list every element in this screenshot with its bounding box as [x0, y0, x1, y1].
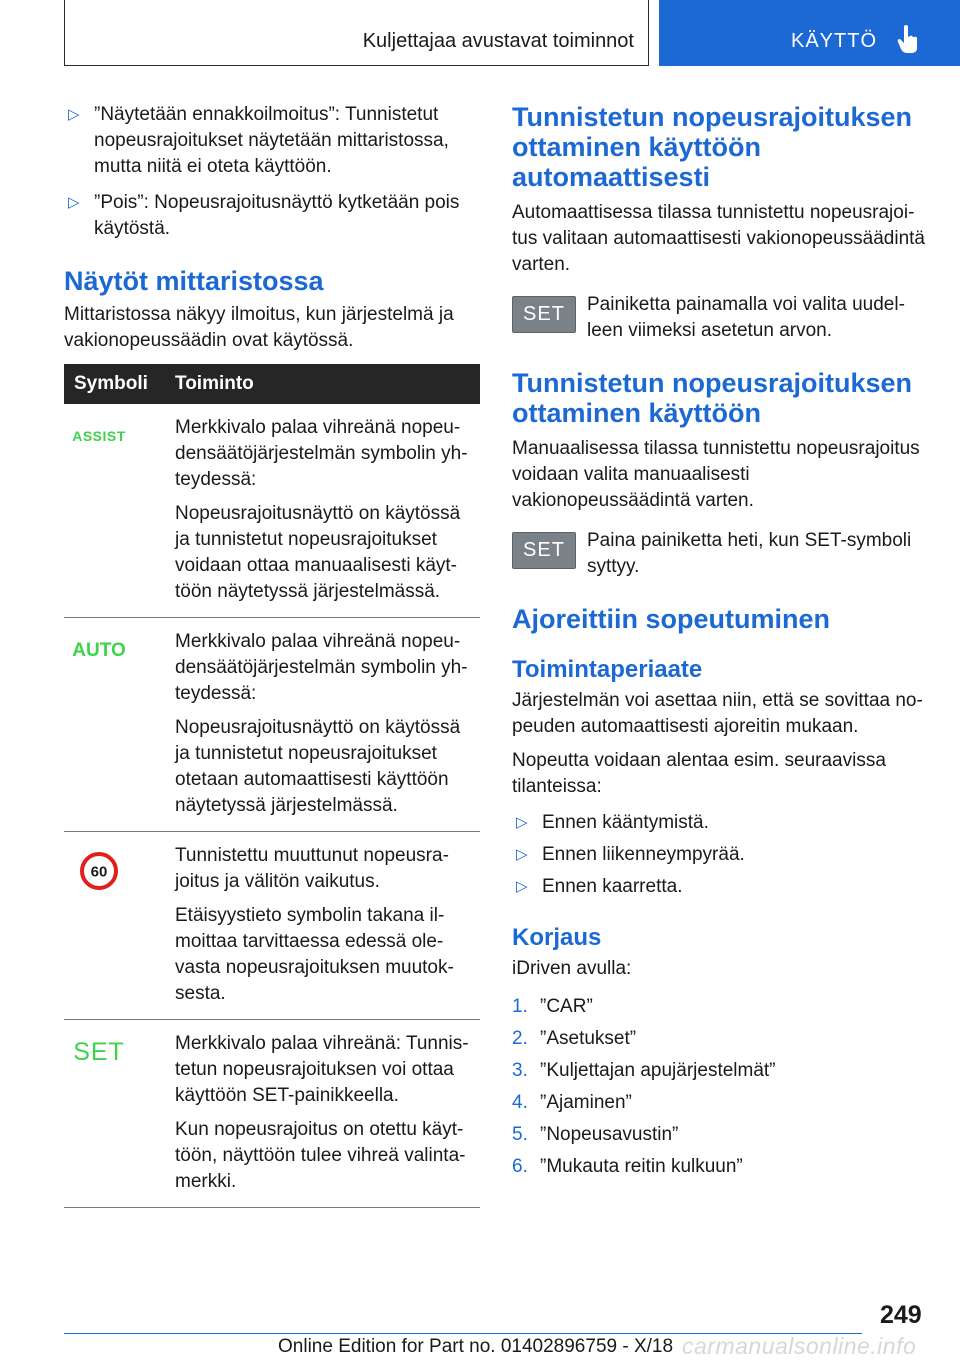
triangle-bullet-icon: ▷: [516, 846, 528, 863]
list-item: ▷ ”Näytetään ennakkoilmoitus”: Tunnistetut nopeusrajoitukset näytetään mittaristossa, mutta niitä ei oteta käyttöön.: [68, 104, 449, 177]
table-row: [64, 618, 480, 832]
section-heading: Tunnistetun nopeusrajoituksen ottaminen käyttöön: [512, 368, 913, 428]
step-item: 4. ”Ajaminen”: [512, 1092, 632, 1113]
subheading: Toimintaperiaate: [512, 656, 703, 683]
set-button[interactable]: SET: [512, 532, 576, 569]
section-title: Kuljettajaa avustavat toiminnot: [362, 30, 634, 52]
step-item: 2. ”Asetukset”: [512, 1028, 637, 1049]
row-text: Tunnistettu muuttunut nopeusrajoitus ja välitön vaikutus.: [175, 845, 449, 892]
subheading: Korjaus: [512, 924, 602, 951]
row-text: Nopeusrajoitusnäyttö on käytössä ja tunnistetut nopeusrajoitukset otetaan automaattisesti käyttöön näytetyssä järjestelmässä.: [175, 717, 461, 816]
page-number: 249: [880, 1301, 922, 1329]
chapter-label: KÄYTTÖ: [791, 30, 878, 52]
speed-limit-value: 60: [90, 863, 108, 881]
row-text: Nopeusrajoitusnäyttö on käytössä ja tunnistetut nopeusrajoitukset voidaan ottaa manuaalisesti käyttöön näytetyssä järjestelmässä.: [175, 503, 461, 602]
triangle-bullet-icon: ▷: [516, 814, 528, 831]
assist-symbol: ASSIST: [72, 428, 126, 444]
paragraph: Järjestelmän voi asettaa niin, että se sovittaa nopeuden automaattisesti ajoreitin mukaan.: [512, 690, 923, 737]
watermark: carmanualsonline.info: [682, 1333, 917, 1359]
list-item: ▷ Ennen kääntymistä.: [512, 810, 928, 836]
triangle-bullet-icon: ▷: [68, 194, 80, 211]
triangle-bullet-icon: ▷: [516, 878, 528, 895]
section-heading: Tunnistetun nopeusrajoituksen ottaminen käyttöön automaattisesti: [512, 102, 913, 192]
step-item: 1. ”CAR”: [512, 996, 593, 1017]
triangle-bullet-icon: ▷: [68, 106, 80, 123]
step-item: 3. ”Kuljettajan apujärjestelmät”: [512, 1060, 776, 1081]
paragraph: Painiketta painamalla voi valita uudelleen viimeksi asetetun arvon.: [587, 294, 905, 341]
step-item: 5. ”Nopeusavustin”: [512, 1124, 679, 1145]
section-heading: Ajoreittiin sopeutuminen: [512, 604, 831, 634]
table-header: [64, 364, 480, 404]
table-row: [64, 1020, 480, 1208]
symbol-table: [64, 364, 480, 1208]
edition-text: Online Edition for Part no. 01402896759 - X/18: [278, 1336, 674, 1357]
set-symbol: SET: [73, 1038, 125, 1066]
set-button-row: [512, 528, 928, 580]
paragraph: Manuaalisessa tilassa tunnistettu nopeusrajoitus voidaan valita manuaalisesti vakionopeussäädintä varten.: [512, 438, 920, 511]
list-item: ▷ Ennen kaarretta.: [512, 874, 928, 900]
header-section-box: [64, 0, 649, 66]
chapter-tab[interactable]: [659, 0, 960, 66]
intro-paragraph: Mittaristossa näkyy ilmoitus, kun järjestelmä ja vakionopeussäädin ovat käytössä.: [64, 304, 454, 351]
row-text: Merkkivalo palaa vihreänä: Tunnistetun nopeusrajoituksen voi ottaa käyttöön SET-painikkeella.: [175, 1033, 469, 1106]
auto-symbol: AUTO: [72, 640, 126, 661]
left-column: [64, 102, 480, 1208]
paragraph: Nopeutta voidaan alentaa esim. seuraavissa tilanteissa:: [512, 750, 886, 797]
section-heading: Näytöt mittaristossa: [64, 266, 324, 296]
set-button-row: [512, 292, 928, 344]
table-row: [64, 404, 480, 618]
paragraph: iDriven avulla:: [512, 958, 632, 979]
row-text: Merkkivalo palaa vihreänä nopeudensäätöjärjestelmän symbolin yhteydessä:: [175, 631, 468, 704]
list-item: ▷ Ennen liikenneympyrää.: [512, 842, 928, 868]
paragraph: Automaattisessa tilassa tunnistettu nopeusrajoitus valitaan automaattisesti vakionopeussäädintä varten.: [512, 202, 925, 275]
paragraph: Paina painiketta heti, kun SET-symboli syttyy.: [587, 530, 912, 577]
list-item: ▷ ”Pois”: Nopeusrajoitusnäyttö kytketään pois käytöstä.: [68, 192, 460, 239]
row-text: Etäisyystieto symbolin takana ilmoittaa tarvittaessa edessä olevasta nopeusrajoituksen muutoksesta.: [175, 905, 454, 1004]
step-item: 6. ”Mukauta reitin kulkuun”: [512, 1156, 743, 1177]
table-row: [64, 832, 480, 1020]
row-text: Kun nopeusrajoitus on otettu käyttöön, näyttöön tulee vihreä valintamerkki.: [175, 1119, 466, 1192]
column-header-symbol: Symboli: [74, 373, 148, 394]
right-column: [512, 102, 928, 1180]
speed-limit-sign-icon: [80, 852, 118, 890]
set-button[interactable]: SET: [512, 296, 576, 333]
column-header-function: Toiminto: [175, 373, 254, 394]
hand-pointer-icon: [897, 24, 919, 54]
row-text: Merkkivalo palaa vihreänä nopeudensäätöjärjestelmän symbolin yhteydessä:: [175, 417, 468, 490]
